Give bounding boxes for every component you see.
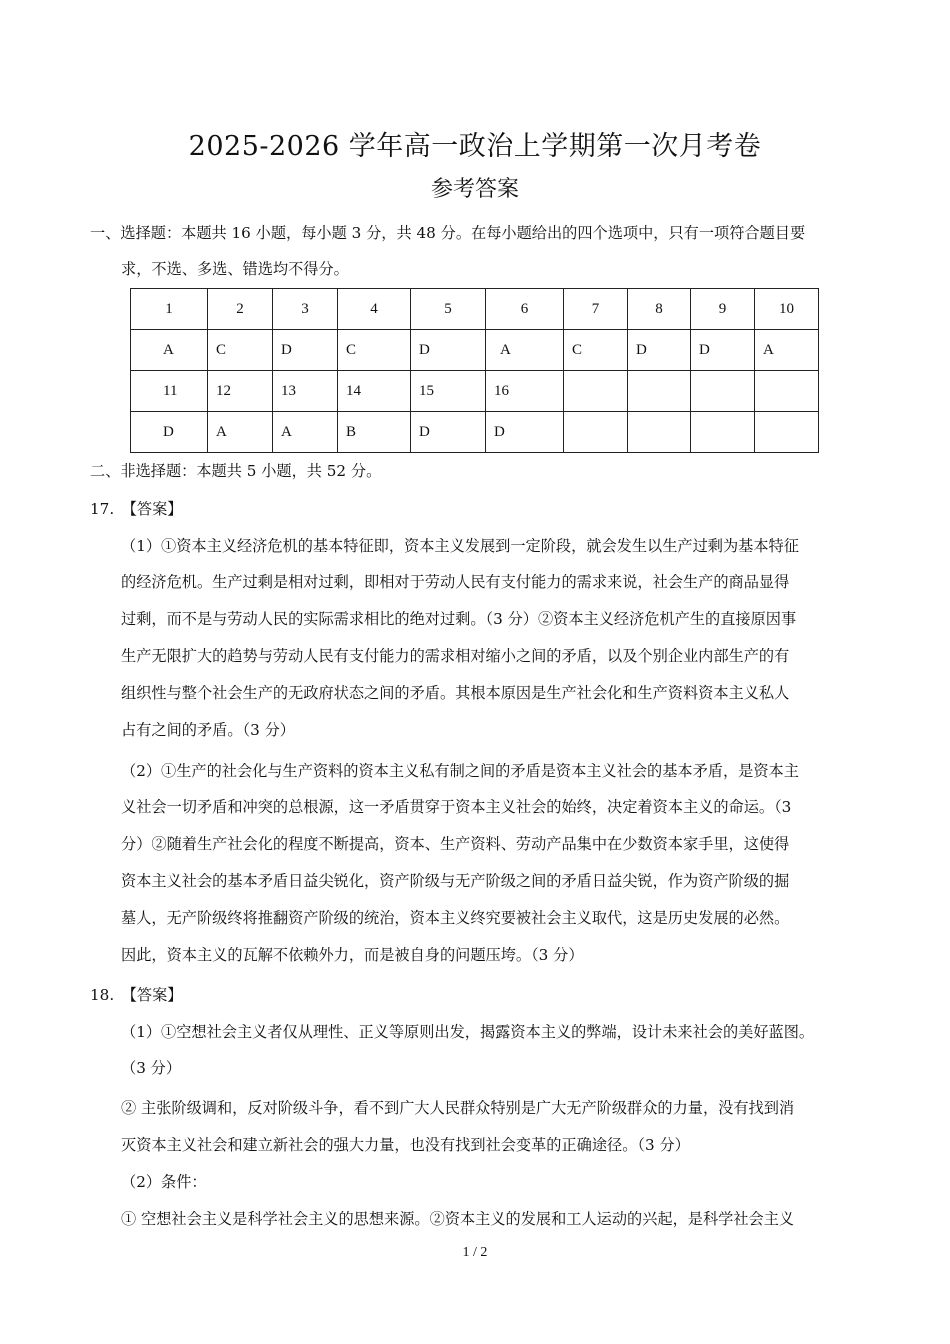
table-cell: 2 xyxy=(208,289,273,330)
table-cell: A xyxy=(755,330,819,371)
table-row-question-numbers-1 xyxy=(131,289,819,330)
table-cell: D xyxy=(691,330,755,371)
table-cell: C xyxy=(208,330,273,371)
q17-line: 因此，资本主义的瓦解不依赖外力，而是被自身的问题压垮。（3 分） xyxy=(121,946,584,964)
table-cell xyxy=(628,371,691,412)
table-cell: 9 xyxy=(691,289,755,330)
section1-intro-line1: 一、选择题：本题共 16 小题，每小题 3 分，共 48 分。在每小题给出的四个选项中，只有一项符合题目要 xyxy=(90,224,806,242)
table-cell: 3 xyxy=(273,289,338,330)
page-title: 2025-2026 学年高一政治上学期第一次月考卷 xyxy=(188,131,762,162)
table-cell: D xyxy=(411,412,486,453)
table-cell: 16 xyxy=(486,371,564,412)
table-cell: C xyxy=(338,330,411,371)
table-cell: 4 xyxy=(338,289,411,330)
table-cell: 12 xyxy=(208,371,273,412)
table-cell: A xyxy=(486,330,564,371)
q17-line: 分）②随着生产社会化的程度不断提高，资本、生产资料、劳动产品集中在少数资本家手里，这使得 xyxy=(121,835,790,853)
table-cell: 15 xyxy=(411,371,486,412)
table-cell xyxy=(564,371,628,412)
q18-line: （2）条件： xyxy=(121,1173,207,1191)
q17-line: 生产无限扩大的趋势与劳动人民有支付能力的需求相对缩小之间的矛盾，以及个别企业内部生产的有 xyxy=(121,647,790,665)
q17-line: 资本主义社会的基本矛盾日益尖锐化，资产阶级与无产阶级之间的矛盾日益尖锐，作为资产阶级的掘 xyxy=(121,872,790,890)
q18-heading: 18. 【答案】 xyxy=(90,986,183,1004)
table-cell: 14 xyxy=(338,371,411,412)
q17-line: （1）①资本主义经济危机的基本特征即，资本主义发展到一定阶段，就会发生以生产过剩为基本特征 xyxy=(121,537,799,555)
q17-line: 占有之间的矛盾。（3 分） xyxy=(121,721,295,739)
q18-line: （1）①空想社会主义者仅从理性、正义等原则出发，揭露资本主义的弊端，设计未来社会的美好蓝图。 xyxy=(121,1023,815,1041)
section1-intro-line2: 求，不选、多选、错选均不得分。 xyxy=(121,260,349,278)
q17-line: 的经济危机。生产过剩是相对过剩，即相对于劳动人民有支付能力的需求来说，社会生产的商品显得 xyxy=(121,573,790,591)
table-cell xyxy=(691,371,755,412)
table-cell: C xyxy=(564,330,628,371)
table-cell: 7 xyxy=(564,289,628,330)
table-cell: 5 xyxy=(411,289,486,330)
q17-line: 义社会一切矛盾和冲突的总根源，这一矛盾贯穿于资本主义社会的始终，决定着资本主义的命运。（3 xyxy=(121,798,792,816)
table-row-question-numbers-2 xyxy=(131,371,819,412)
table-cell xyxy=(564,412,628,453)
table-cell: 10 xyxy=(755,289,819,330)
section2-intro: 二、非选择题：本题共 5 小题，共 52 分。 xyxy=(90,462,382,480)
table-cell xyxy=(755,371,819,412)
q17-line: 墓人，无产阶级终将推翻资产阶级的统治，资本主义终究要被社会主义取代，这是历史发展的必然。 xyxy=(121,909,790,927)
page-subtitle: 参考答案 xyxy=(430,177,519,202)
table-cell: D xyxy=(411,330,486,371)
table-cell: D xyxy=(486,412,564,453)
table-row-answers-2 xyxy=(131,412,819,453)
table-cell: 13 xyxy=(273,371,338,412)
q18-line: ② 主张阶级调和，反对阶级斗争，看不到广大人民群众特别是广大无产阶级群众的力量，没有找到消 xyxy=(121,1099,795,1117)
table-cell: A xyxy=(273,412,338,453)
table-cell: B xyxy=(338,412,411,453)
q17-line: 组织性与整个社会生产的无政府状态之间的矛盾。其根本原因是生产社会化和生产资料资本主义私人 xyxy=(121,684,790,702)
q18-line: ① 空想社会主义是科学社会主义的思想来源。②资本主义的发展和工人运动的兴起，是科学社会主义 xyxy=(121,1210,795,1228)
table-cell xyxy=(755,412,819,453)
table-cell: A xyxy=(208,412,273,453)
table-cell xyxy=(628,412,691,453)
table-cell: D xyxy=(628,330,691,371)
table-cell xyxy=(691,412,755,453)
table-cell: 11 xyxy=(131,371,208,412)
table-row-answers-1 xyxy=(131,330,819,371)
table-cell: 8 xyxy=(628,289,691,330)
page-number: 1 / 2 xyxy=(462,1245,488,1260)
q18-line: 灭资本主义社会和建立新社会的强大力量，也没有找到社会变革的正确途径。（3 分） xyxy=(121,1136,690,1154)
table-cell: 1 xyxy=(131,289,208,330)
q18-line: （3 分） xyxy=(121,1059,182,1077)
q17-line: （2）①生产的社会化与生产资料的资本主义私有制之间的矛盾是资本主义社会的基本矛盾，是资本主 xyxy=(121,762,799,780)
table-cell: 6 xyxy=(486,289,564,330)
q17-line: 过剩，而不是与劳动人民的实际需求相比的绝对过剩。（3 分）②资本主义经济危机产生的直接原因事 xyxy=(121,610,797,628)
answer-table xyxy=(130,288,819,453)
q17-heading: 17. 【答案】 xyxy=(90,500,183,518)
table-cell: A xyxy=(131,330,208,371)
table-cell: D xyxy=(131,412,208,453)
table-cell: D xyxy=(273,330,338,371)
